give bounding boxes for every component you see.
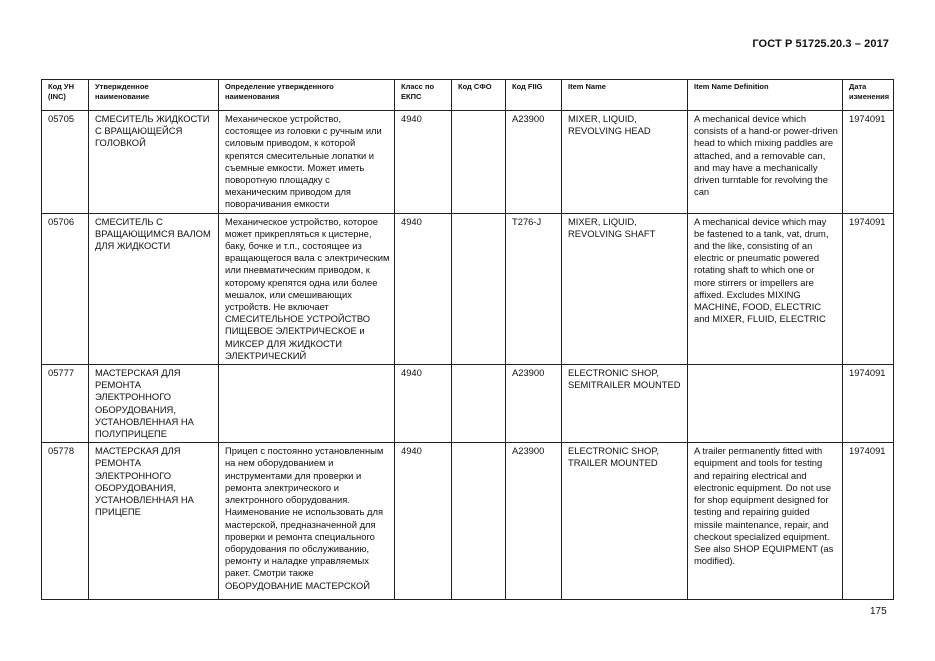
cell-item-name: ELECTRONIC SHOP, SEMITRAILER MOUNTED	[562, 365, 688, 443]
table-row	[42, 111, 894, 214]
catalog-table	[41, 79, 894, 600]
cell-fiig-code: A23900	[506, 111, 562, 214]
cell-approved-name-definition: Механическое устройство, которое может прикрепляться к цистерне, баку, бочке и т.п., состоящее из вращающегося вала с электрическим или пневматическим приводом, к которому крепятся одна или более мешалок, или смешивающих устройств. Не включает СМЕСИТЕЛЬНОЕ УСТРОЙСТВО ПИЩЕВОЕ ЭЛЕКТРИЧЕСКОЕ и МИКСЕР ДЛЯ ЖИДКОСТИ ЭЛЕКТРИЧЕСКИЙ	[219, 213, 395, 364]
cell-approved-name: СМЕСИТЕЛЬ ЖИДКОСТИ С ВРАЩАЮЩЕЙСЯ ГОЛОВКОЙ	[89, 111, 219, 214]
table-row	[42, 213, 894, 364]
cell-ekps-class: 4940	[395, 213, 452, 364]
cell-approved-name-definition: Механическое устройство, состоящее из головки с ручным или силовым приводом, к которой крепятся смесительные лопатки и съемные емкости. Может иметь поворотную площадку с механическим приводом для поворачивания емкости	[219, 111, 395, 214]
header-ekps-class: Класс по ЕКПС	[395, 80, 452, 111]
header-sfo-code: Код СФО	[452, 80, 506, 111]
header-approved-name: Утвержденное наименование	[89, 80, 219, 111]
cell-change-date: 1974091	[843, 443, 894, 600]
cell-approved-name-definition: Прицеп с постоянно установленным на нем оборудованием и инструментами для проверки и ремонта электрического и электронного оборудования. Наименование не использовать для мастерской, предназначенной для проверки и ремонта специального оборудования по обслуживанию, ремонту и наладке управляемых ракет. Смотри также ОБОРУДОВАНИЕ МАСТЕРСКОЙ	[219, 443, 395, 600]
cell-item-name: MIXER, LIQUID, REVOLVING HEAD	[562, 111, 688, 214]
header-fiig-code: Код FIIG	[506, 80, 562, 111]
cell-inc-code: 05705	[42, 111, 89, 214]
cell-fiig-code: T276-J	[506, 213, 562, 364]
cell-ekps-class: 4940	[395, 443, 452, 600]
cell-inc-code: 05706	[42, 213, 89, 364]
cell-inc-code: 05777	[42, 365, 89, 443]
cell-item-name-definition: A trailer permanently fitted with equipment and tools for testing and repairing electrical and electronic equipment. Do not use for shop equipment designed for testing and repairing guided missile maintenance, repair, and checkout specialized equipment. See also SHOP EQUIPMENT (as modified).	[688, 443, 843, 600]
cell-change-date: 1974091	[843, 213, 894, 364]
cell-change-date: 1974091	[843, 111, 894, 214]
cell-sfo-code	[452, 365, 506, 443]
cell-approved-name: МАСТЕРСКАЯ ДЛЯ РЕМОНТА ЭЛЕКТРОННОГО ОБОРУДОВАНИЯ, УСТАНОВЛЕННАЯ НА ПОЛУПРИЦЕПЕ	[89, 365, 219, 443]
cell-change-date: 1974091	[843, 365, 894, 443]
cell-item-name-definition	[688, 365, 843, 443]
table-header-row	[42, 80, 894, 111]
cell-ekps-class: 4940	[395, 111, 452, 214]
cell-fiig-code: A23900	[506, 443, 562, 600]
cell-sfo-code	[452, 111, 506, 214]
cell-sfo-code	[452, 443, 506, 600]
cell-approved-name: МАСТЕРСКАЯ ДЛЯ РЕМОНТА ЭЛЕКТРОННОГО ОБОРУДОВАНИЯ, УСТАНОВЛЕННАЯ НА ПРИЦЕПЕ	[89, 443, 219, 600]
cell-fiig-code: A23900	[506, 365, 562, 443]
cell-item-name: ELECTRONIC SHOP, TRAILER MOUNTED	[562, 443, 688, 600]
header-change-date: Дата изменения	[843, 80, 894, 111]
header-approved-name-definition: Определение утвержденного наименования	[219, 80, 395, 111]
cell-item-name: MIXER, LIQUID, REVOLVING SHAFT	[562, 213, 688, 364]
cell-ekps-class: 4940	[395, 365, 452, 443]
cell-item-name-definition: A mechanical device which consists of a hand-or power-driven head to which mixing paddles are attached, and a removable can, and may have a mechanically driven turntable for revolving the can	[688, 111, 843, 214]
page-number: 175	[870, 606, 887, 617]
cell-sfo-code	[452, 213, 506, 364]
cell-item-name-definition: A mechanical device which may be fastened to a tank, vat, drum, and the like, consisting of an electric or pneumatic powered rotating shaft to which one or more stirrers or impellers are affixed. Excludes MIXING MACHINE, FOOD, ELECTRIC and MIXER, FLUID, ELECTRIC	[688, 213, 843, 364]
header-item-name-definition: Item Name Definition	[688, 80, 843, 111]
document-standard-header: ГОСТ Р 51725.20.3 – 2017	[752, 38, 889, 50]
table-row	[42, 443, 894, 600]
cell-inc-code: 05778	[42, 443, 89, 600]
table-row	[42, 365, 894, 443]
header-inc-code: Код УН (INC)	[42, 80, 89, 111]
cell-approved-name-definition	[219, 365, 395, 443]
header-item-name: Item Name	[562, 80, 688, 111]
cell-approved-name: СМЕСИТЕЛЬ С ВРАЩАЮЩИМСЯ ВАЛОМ ДЛЯ ЖИДКОСТИ	[89, 213, 219, 364]
